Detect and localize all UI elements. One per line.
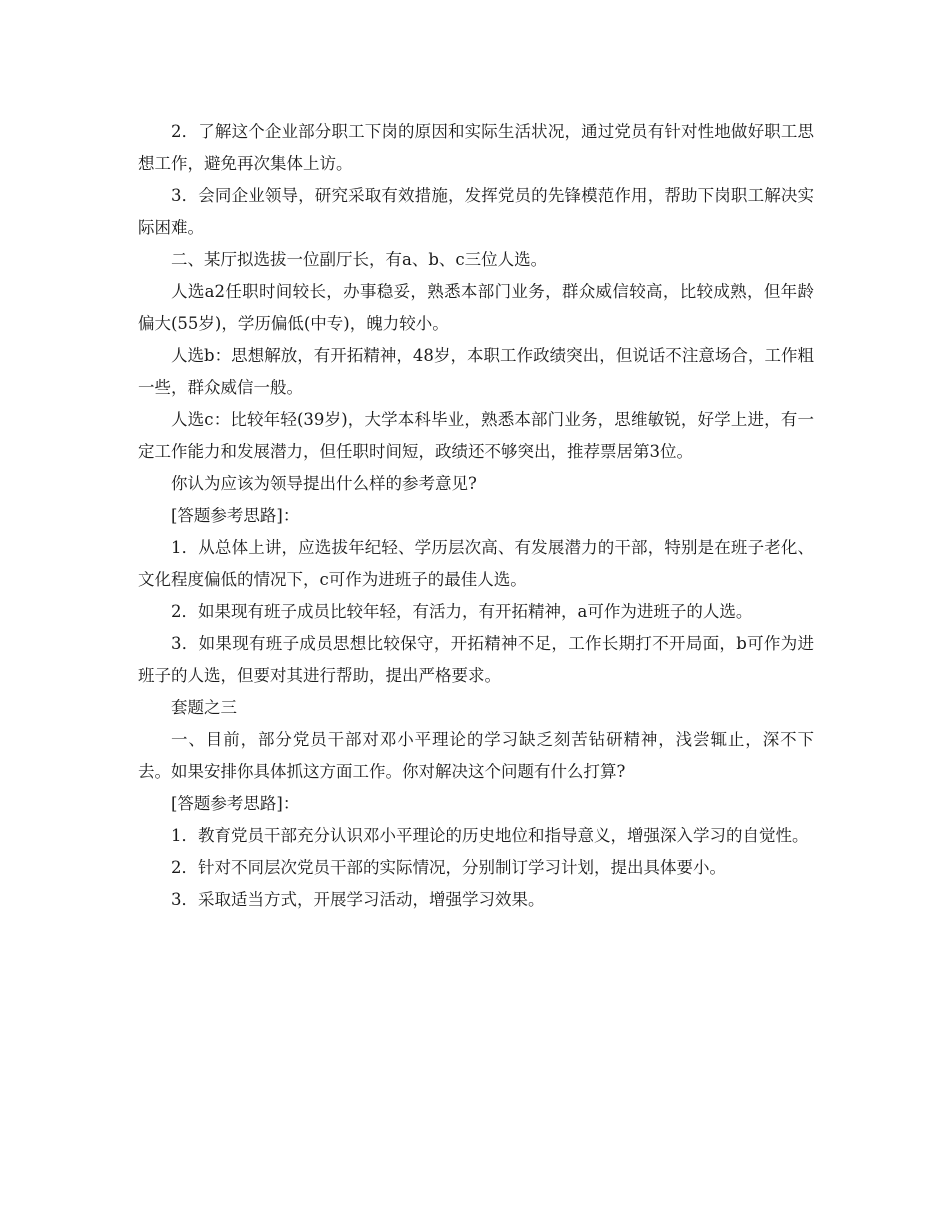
paragraph-1: 2．了解这个企业部分职工下岗的原因和实际生活状况，通过党员有针对性地做好职工思想工作，避免再次集体上访。 bbox=[138, 122, 814, 173]
paragraph-3: 二、某厅拟选拔一位副厅长，有a、b、c三位人选。 bbox=[171, 250, 548, 269]
document-body bbox=[138, 116, 814, 916]
paragraph-13: 一、目前，部分党员干部对邓小平理论的学习缺乏刻苦钻研精神，浅尝辄止，深不下去。如果安排你具体抓这方面工作。你对解决这个问题有什么打算? bbox=[138, 730, 814, 781]
paragraph-16: 2．针对不同层次党员干部的实际情况，分别制订学习计划，提出具体要小。 bbox=[171, 858, 726, 877]
paragraph-12: 套题之三 bbox=[171, 698, 237, 717]
paragraph-17: 3．采取适当方式，开展学习活动，增强学习效果。 bbox=[171, 890, 545, 909]
paragraph-5: 人选b：思想解放，有开拓精神，48岁，本职工作政绩突出，但说话不注意场合，工作粗一些，群众威信一般。 bbox=[138, 346, 814, 397]
paragraph-2: 3．会同企业领导，研究采取有效措施，发挥党员的先锋模范作用，帮助下岗职工解决实际困难。 bbox=[138, 186, 814, 237]
paragraph-7: 你认为应该为领导提出什么样的参考意见? bbox=[171, 474, 477, 493]
paragraph-8: [答题参考思路]： bbox=[171, 506, 300, 525]
paragraph-9: 1．从总体上讲，应选拔年纪轻、学历层次高、有发展潜力的干部，特别是在班子老化、文化程度偏低的情况下，c可作为进班子的最佳人选。 bbox=[138, 538, 814, 589]
paragraph-11: 3．如果现有班子成员思想比较保守，开拓精神不足，工作长期打不开局面，b可作为进班子的人选，但要对其进行帮助，提出严格要求。 bbox=[138, 634, 814, 685]
paragraph-6: 人选c：比较年轻(39岁)，大学本科毕业，熟悉本部门业务，思维敏锐，好学上进，有一定工作能力和发展潜力，但任职时间短，政绩还不够突出，推荐票居第3位。 bbox=[138, 410, 814, 461]
paragraph-14: [答题参考思路]： bbox=[171, 794, 300, 813]
paragraph-4: 人选a2任职时间较长，办事稳妥，熟悉本部门业务，群众威信较高，比较成熟，但年龄偏大(55岁)，学历偏低(中专)，魄力较小。 bbox=[138, 282, 814, 333]
paragraph-10: 2．如果现有班子成员比较年轻，有活力，有开拓精神，a可作为进班子的人选。 bbox=[171, 602, 753, 621]
paragraph-15: 1．教育党员干部充分认识邓小平理论的历史地位和指导意义，增强深入学习的自觉性。 bbox=[171, 826, 809, 845]
